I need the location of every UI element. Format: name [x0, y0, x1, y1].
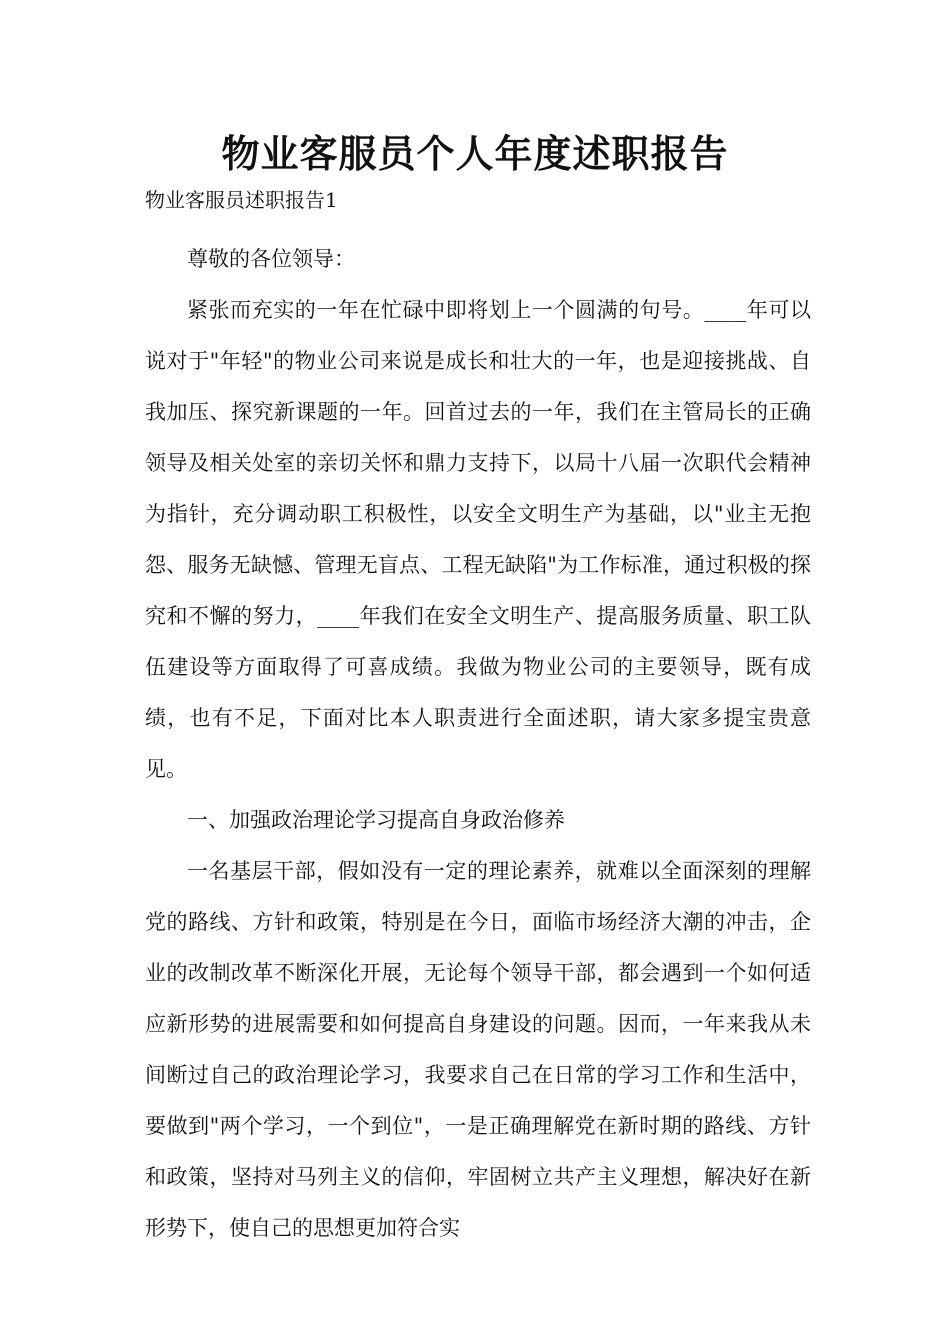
document-body [145, 234, 811, 1254]
section-heading: 一、加强政治理论学习提高自身政治修养 [187, 808, 565, 832]
section-paragraph: 一名基层干部，假如没有一定的理论素养，就难以全面深刻的理解党的路线、方针和政策，特别是在今日，面临市场经济大潮的冲击，企业的改制改革不断深化开展，无论每个领导干部，都会遇到一个如何适应新形势的进展需要和如何提高自身建设的问题。因而，一年来我从未间断过自己的政治理论学习，我要求自己在日常的学习工作和生活中，要做到"两个学习，一个到位"，一是正确理解党在新时期的路线、方针和政策，坚持对马列主义的信仰，牢固树立共产主义理想，解决好在新形势下，使自己的思想更加符合实 [145, 859, 811, 1240]
intro-paragraph: 紧张而充实的一年在忙碌中即将划上一个圆满的句号。____年可以说对于"年轻"的物业公司来说是成长和壮大的一年，也是迎接挑战、自我加压、探究新课题的一年。回首过去的一年，我们在主管局长的正确领导及相关处室的亲切关怀和鼎力支持下，以局十八届一次职代会精神为指针，充分调动职工积极性，以安全文明生产为基础，以"业主无抱怨、服务无缺憾、管理无盲点、工程无缺陷"为工作标准，通过积极的探究和不懈的努力，____年我们在安全文明生产、提高服务质量、职工队伍建设等方面取得了可喜成绩。我做为物业公司的主要领导，既有成绩，也有不足，下面对比本人职责进行全面述职，请大家多提宝贵意见。 [145, 298, 811, 781]
document-title: 物业客服员个人年度述职报告 [221, 132, 729, 176]
salutation-paragraph: 尊敬的各位领导： [187, 247, 355, 271]
document-subtitle: 物业客服员述职报告1 [145, 188, 338, 212]
